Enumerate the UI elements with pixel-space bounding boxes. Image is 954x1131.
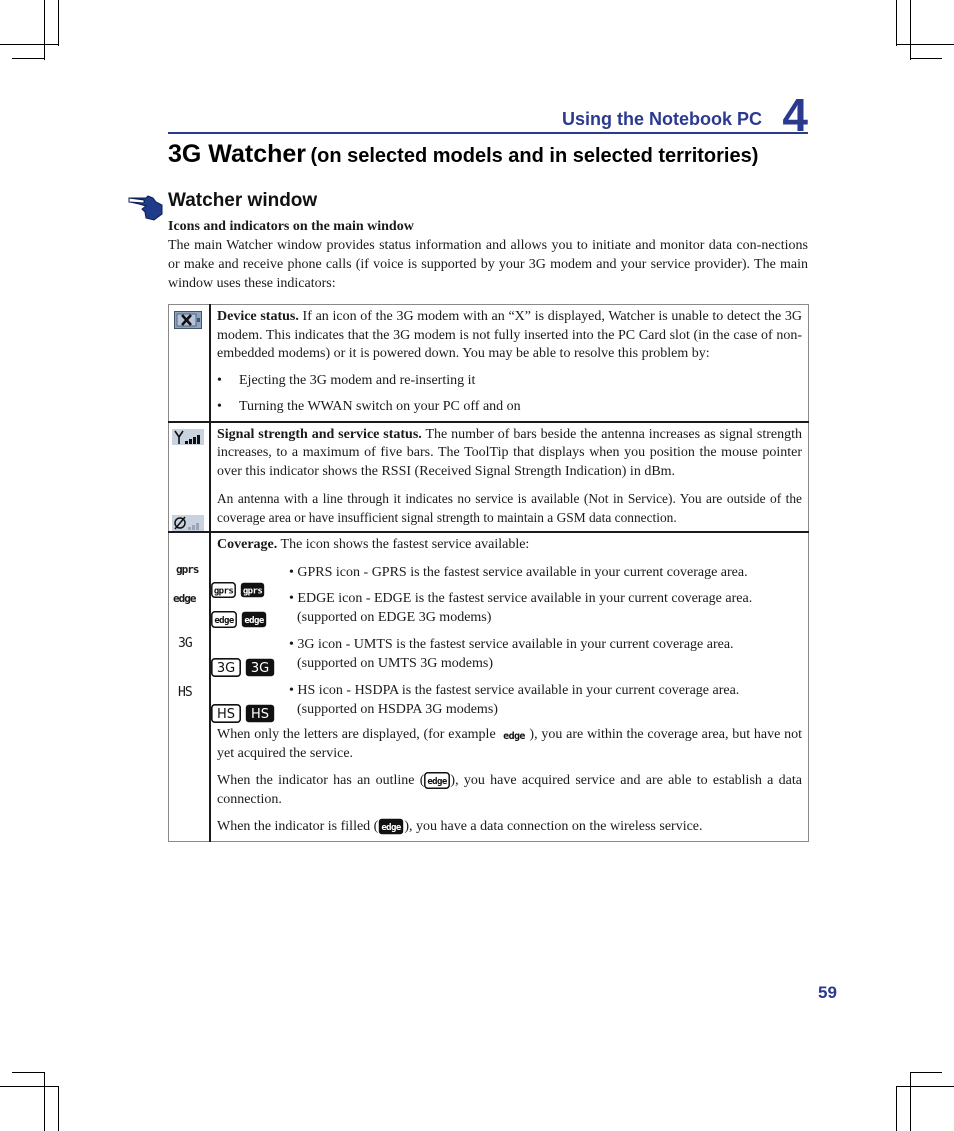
gprs-letters-icon: gprs (176, 563, 199, 576)
outline-paragraph (217, 772, 802, 809)
device-status-paragraph (217, 308, 802, 364)
edge-filled-icon (241, 611, 267, 628)
device-status-lead: Device status. (217, 309, 299, 324)
outline-text-a: When the indicator has an outline ( (217, 773, 425, 788)
list-item (289, 682, 802, 719)
icon-cell (169, 305, 211, 422)
crop-mark (58, 0, 59, 46)
indicators-table (168, 304, 809, 842)
list-item (289, 636, 802, 673)
chapter-number: 4 (782, 89, 808, 141)
hs-outline-icon (211, 704, 241, 723)
3g-item-note: (supported on UMTS 3G modems) (297, 655, 493, 671)
crop-mark (0, 44, 59, 45)
edge-icon-label: edge (503, 730, 526, 741)
table-row (169, 305, 809, 422)
crop-mark (44, 0, 45, 60)
signal-paragraph (217, 426, 802, 482)
3g-filled-icon (245, 658, 275, 677)
letters-text-a: When only the letters are displayed, (for example (217, 727, 500, 742)
3g-item-text: • 3G icon - UMTS is the fastest service available in your current coverage area. (289, 637, 734, 652)
list-item-text: Ejecting the 3G modem and re-inserting it (239, 372, 476, 388)
crop-mark (12, 58, 45, 59)
filled-text-b: ), you have a data connection on the wireless service. (404, 819, 703, 834)
gprs-icon-pair (211, 582, 265, 605)
edge-item-text: • EDGE icon - EDGE is the fastest service available in your current coverage area. (289, 591, 753, 606)
crop-mark (910, 1072, 911, 1131)
3g-outline-icon (211, 658, 241, 677)
list-item (289, 564, 802, 583)
signal-text: The number of bars beside the antenna increases as signal strength increases, to a maximum of five bars. The ToolTip that displays when you position the mouse pointer over this indicator shows the RSSI (Received Signal Strength Indication) in dBm. (217, 426, 802, 479)
crop-mark (896, 1086, 954, 1087)
antenna-signal-icon (172, 429, 204, 445)
hs-icon-pair (211, 704, 275, 730)
table-row (169, 532, 809, 841)
coverage-cell (210, 532, 809, 841)
edge-icon-label: edge (381, 823, 401, 834)
signal-lead: Signal strength and service status. (217, 426, 422, 442)
edge-item-note: (supported on EDGE 3G modems) (297, 609, 492, 625)
list-item (217, 372, 802, 391)
crop-mark (44, 1072, 45, 1131)
page-title (168, 140, 758, 169)
crop-mark (910, 58, 942, 59)
gprs-icon-label: gprs (213, 586, 234, 597)
edge-icon-pair (211, 611, 267, 635)
letters-text-b: ), you are within the coverage area, but have not yet acquired the service. (217, 727, 802, 761)
crop-mark (58, 1086, 59, 1131)
bullet: • (217, 399, 222, 414)
gprs-outline-icon (211, 582, 236, 598)
hs-letters-icon: HS (178, 685, 192, 700)
running-header-title: Using the Notebook PC (561, 109, 762, 129)
gprs-item-text: • GPRS icon - GPRS is the fastest service available in your current coverage area. (289, 564, 748, 580)
coverage-lead: Coverage. (217, 537, 278, 552)
page-title-main: 3G Watcher (168, 140, 307, 168)
device-status-cell (210, 305, 809, 422)
edge-icon-label: edge (243, 616, 264, 626)
3g-icon-label: 3G (216, 661, 236, 676)
crop-mark (896, 44, 954, 45)
device-status-text: If an icon of the 3G modem with an “X” is displayed, Watcher is unable to detect the 3G modem. This indicates that the 3G modem is not fully inserted into the PC Card slot (in the case of non-embedded modems) or it is powered down. You may be able to resolve this problem by: (217, 309, 803, 361)
coverage-text: The icon shows the fastest service available: (277, 537, 530, 552)
modem-x-icon (174, 311, 202, 329)
crop-mark (910, 1072, 942, 1073)
list-item (289, 590, 802, 627)
3g-letters-icon: 3G (178, 636, 192, 651)
crop-mark (896, 0, 897, 46)
hs-item-note: (supported on HSDPA 3G modems) (297, 701, 498, 717)
edge-filled-inline-icon (378, 818, 404, 835)
gprs-filled-icon (240, 582, 265, 598)
page-title-sub: (on selected models and in selected territories) (310, 145, 759, 167)
edge-outline-icon (211, 611, 237, 628)
edge-letters-icon: edge (173, 592, 196, 605)
3g-icon-label: 3G (250, 661, 269, 676)
crop-mark (12, 1072, 45, 1073)
crop-mark (0, 1086, 59, 1087)
list-item (217, 398, 802, 417)
hs-icon-label: HS (250, 707, 269, 722)
hs-icon-label: HS (216, 707, 236, 722)
bullet: • (217, 372, 222, 388)
intro-text: The main Watcher window provides status information and allows you to initiate and monitor data con-nections or make and receive phone calls (if voice is supported by your 3G modem and your service provider). The main window uses these indicators: (168, 238, 808, 291)
pointing-hand-icon (128, 192, 164, 224)
hs-filled-icon (245, 704, 275, 723)
gprs-icon-label: gprs (242, 586, 262, 597)
intro-paragraph (168, 217, 808, 293)
outline-text-b: ), you have acquired service and are able to establish a data connection. (217, 773, 802, 807)
edge-letters-inline-icon (499, 729, 529, 741)
crop-mark (896, 1086, 897, 1131)
section-heading: Watcher window (168, 190, 318, 211)
edge-icon-label: edge (214, 616, 234, 626)
page-number: 59 (818, 983, 837, 1002)
signal-cell (210, 422, 809, 533)
icon-cell (169, 422, 211, 533)
icon-cell (169, 532, 211, 841)
hs-item-text: • HS icon - HSDPA is the fastest service available in your current coverage area. (289, 683, 740, 698)
filled-text-a: When the indicator is filled ( (217, 819, 379, 834)
filled-paragraph (217, 818, 802, 837)
letters-paragraph (217, 726, 802, 763)
3g-icon-pair (211, 658, 275, 684)
no-service-antenna-icon (172, 515, 204, 531)
list-item-text: Turning the WWAN switch on your PC off and on (239, 399, 521, 414)
no-service-note: An antenna with a line through it indicates no service is available (Not in Service). You are outside of the coverage area or have insufficient signal strength to maintain a GSM data connection. (217, 491, 802, 525)
crop-mark (910, 0, 911, 60)
edge-icon-label: edge (427, 777, 448, 788)
running-header (168, 88, 808, 141)
coverage-paragraph (217, 536, 802, 555)
intro-label: Icons and indicators on the main window (168, 219, 414, 234)
edge-outline-inline-icon (424, 772, 450, 789)
table-row (169, 422, 809, 533)
